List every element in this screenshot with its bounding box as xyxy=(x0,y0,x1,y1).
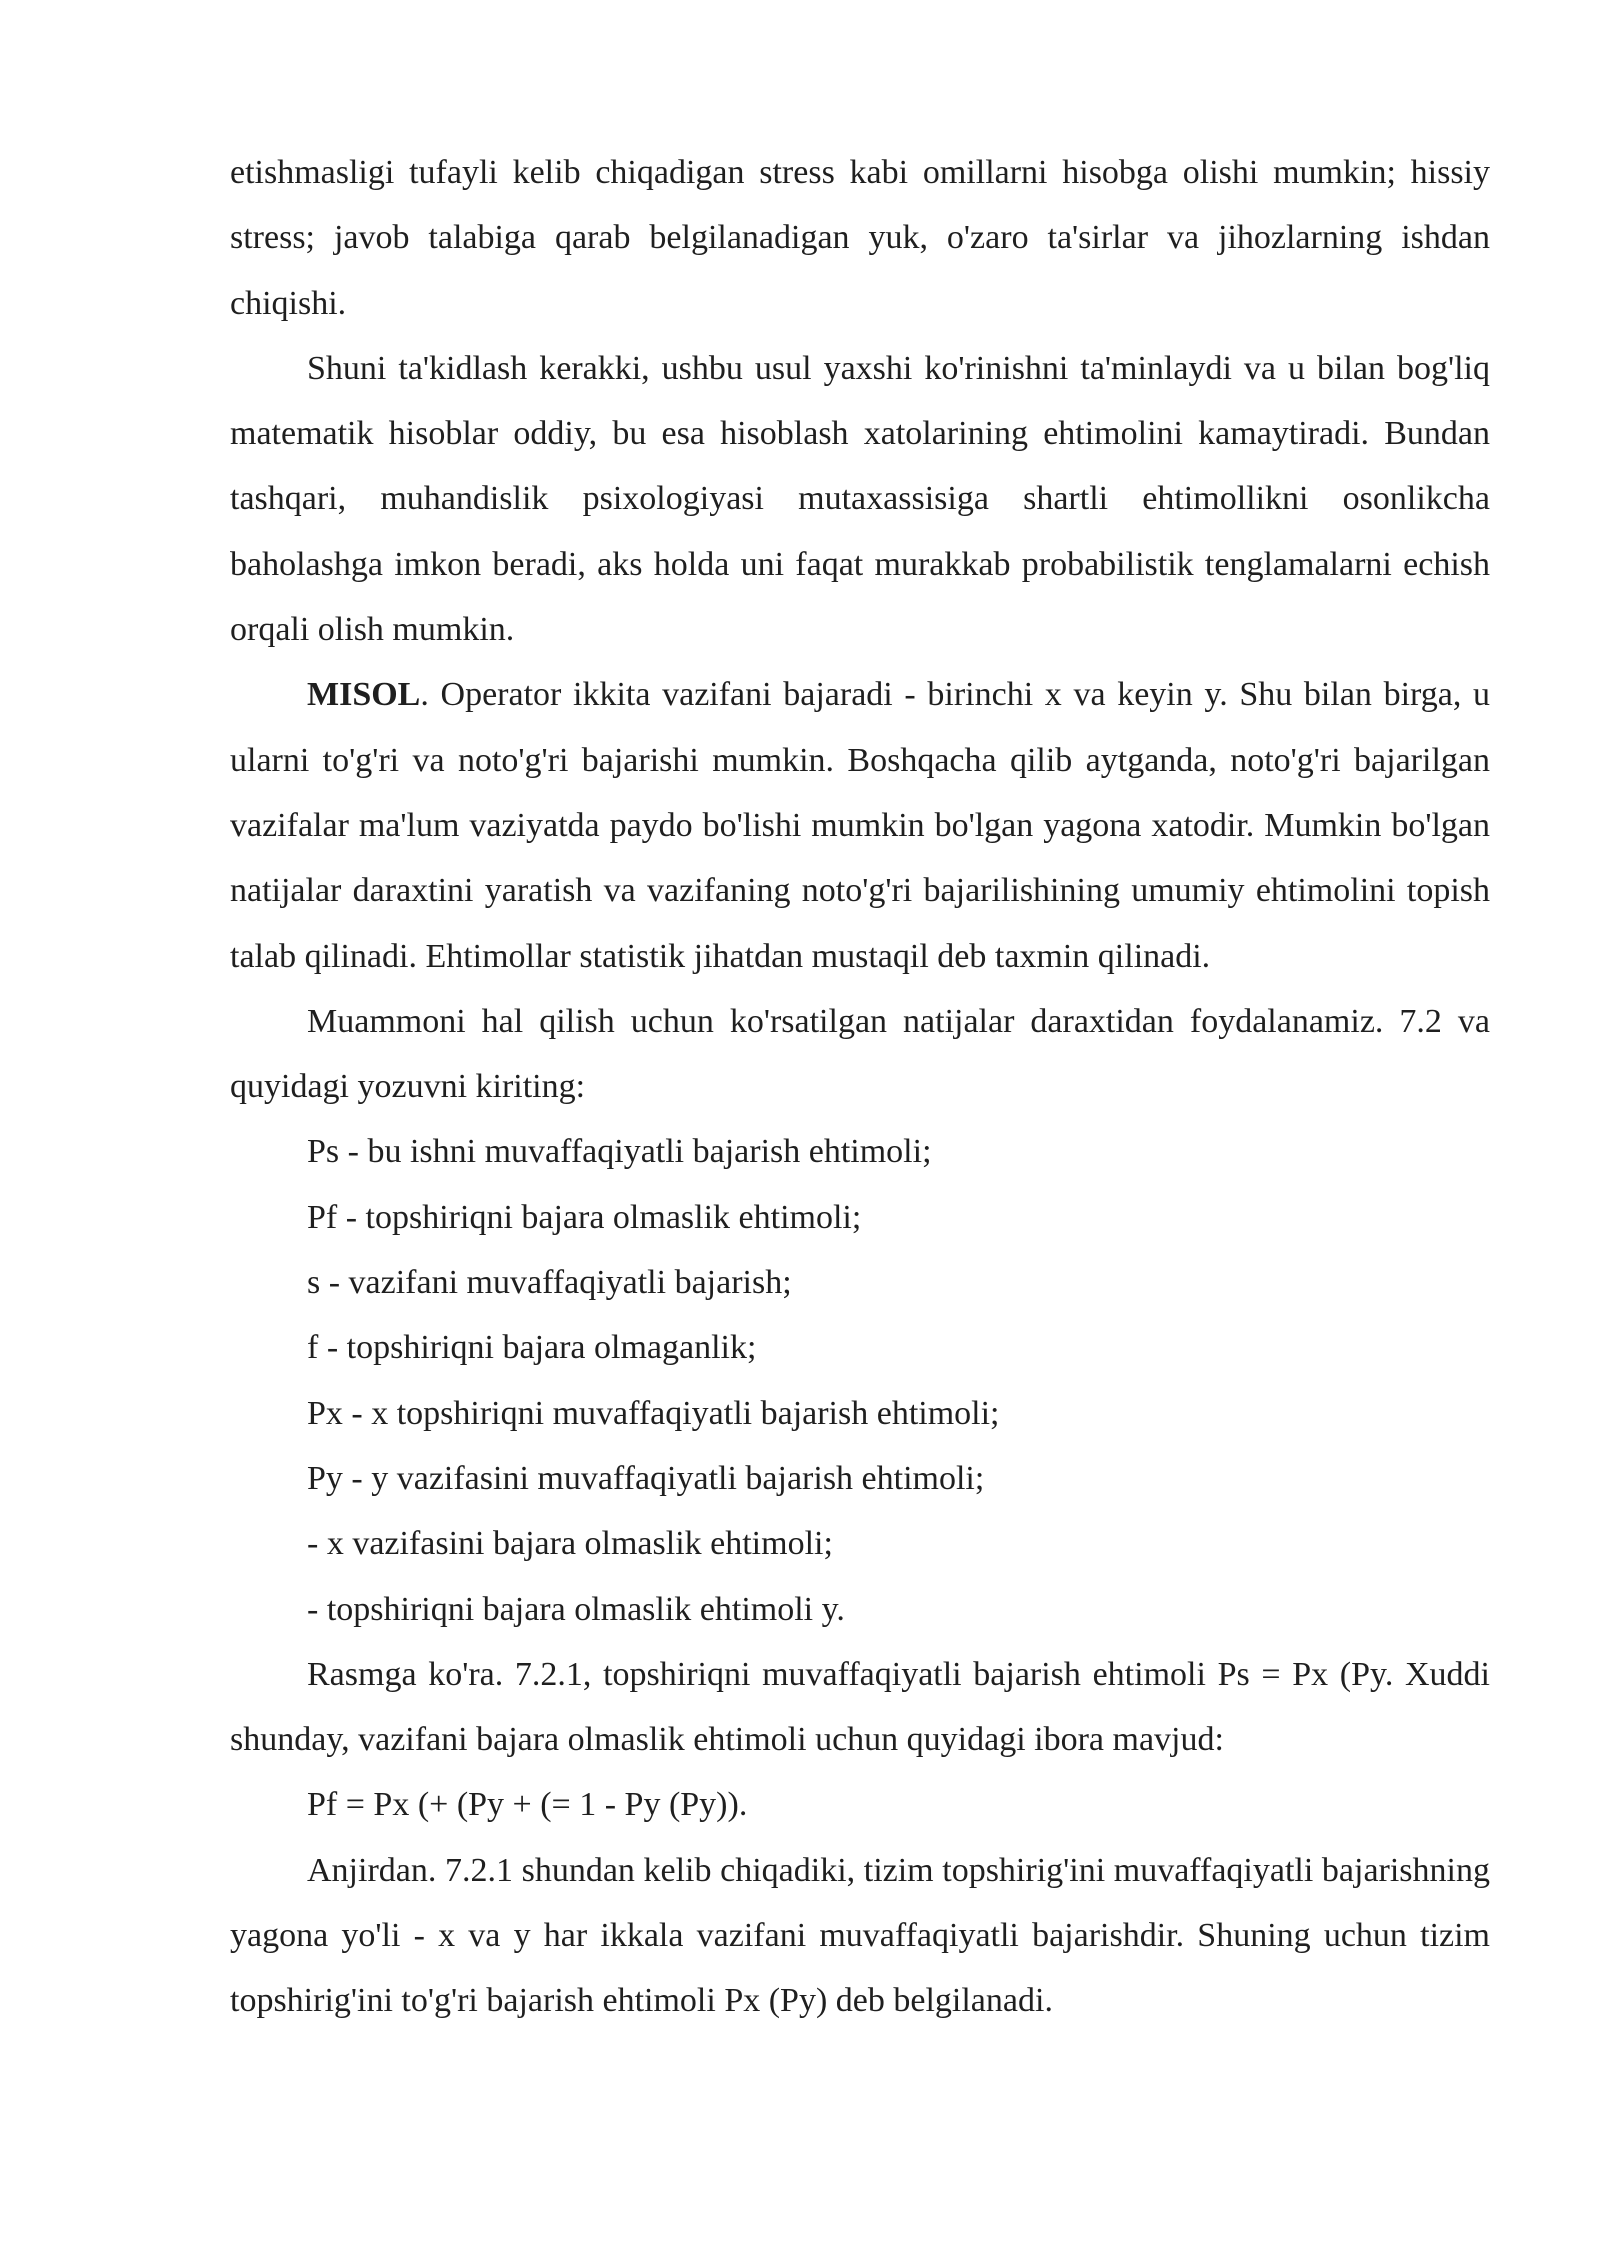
definition-item: Pf - topshiriqni bajara olmaslik ehtimoli; xyxy=(307,1198,862,1236)
formula-line: Pf = Px (+ (Py + (= 1 - Py (Py)). xyxy=(307,1786,748,1824)
paragraph-continuation: etishmasligi tufayli kelib chiqadigan stress kabi omillarni hisobga olishi mumkin; hissiy stress; javob talabiga qarab belgilanadigan yuk, o'zaro ta'sirlar va jihozlarning ishdan chiqishi. xyxy=(230,154,1490,322)
definition-item: Ps - bu ishni muvaffaqiyatli bajarish ehtimoli; xyxy=(307,1133,932,1171)
paragraph-method-note: Shuni ta'kidlash kerakki, ushbu usul yaxshi ko'rinishni ta'minlaydi va u bilan bog'liq matematik hisoblar oddiy, bu esa hisoblash xatolarining ehtimolini kamaytiradi. Bundan tashqari, muhandislik psixologiyasi mutaxassisiga shartli ehtimollikni osonlikcha baholashga imkon beradi, aks holda uni faqat murakkab probabilistik tenglamalarni echish orqali olish mumkin. xyxy=(230,349,1490,649)
definition-item: Px - x topshiriqni muvaffaqiyatli bajarish ehtimoli; xyxy=(307,1394,1000,1432)
definition-item: - topshiriqni bajara olmaslik ehtimoli y. xyxy=(307,1590,845,1628)
definition-item: f - topshiriqni bajara olmaganlik; xyxy=(307,1329,757,1367)
document-page xyxy=(230,140,1490,2034)
definition-item: - x vazifasini bajara olmaslik ehtimoli; xyxy=(307,1525,833,1563)
paragraph-solution-intro: Muammoni hal qilish uchun ko'rsatilgan natijalar daraxtidan foydalanamiz. 7.2 va quyidagi yozuvni kiriting: xyxy=(230,1002,1490,1106)
definition-item: s - vazifani muvaffaqiyatli bajarish; xyxy=(307,1264,792,1302)
example-label: MISOL xyxy=(307,676,421,714)
paragraph-figure-reference: Rasmga ko'ra. 7.2.1, topshiriqni muvaffaqiyatli bajarish ehtimoli Ps = Px (Py. Xuddi shunday, vazifani bajara olmaslik ehtimoli uchun quyidagi ibora mavjud: xyxy=(230,1655,1490,1759)
paragraph-conclusion: Anjirdan. 7.2.1 shundan kelib chiqadiki, tizim topshirig'ini muvaffaqiyatli bajarishning yagona yo'li - x va y har ikkala vazifani muvaffaqiyatli bajarishdir. Shuning uchun tizim topshirig'ini to'g'ri bajarish ehtimoli Px (Py) deb belgilanadi. xyxy=(230,1851,1490,2020)
example-text: . Operator ikkita vazifani bajaradi - birinchi x va keyin y. Shu bilan birga, u ularni to'g'ri va noto'g'ri bajarishi mumkin. Boshqacha qilib aytganda, noto'g'ri bajarilgan vazifalar ma'lum vaziyatda paydo bo'lishi mumkin bo'lgan yagona xatodir. Mumkin bo'lgan natijalar daraxtini yaratish va vazifaning noto'g'ri bajarilishining umumiy ehtimolini topish talab qilinadi. Ehtimollar statistik jihatdan mustaqil deb taxmin qilinadi. xyxy=(230,676,1490,975)
paragraph-example xyxy=(230,662,1490,988)
definition-item: Py - y vazifasini muvaffaqiyatli bajarish ehtimoli; xyxy=(307,1459,985,1497)
